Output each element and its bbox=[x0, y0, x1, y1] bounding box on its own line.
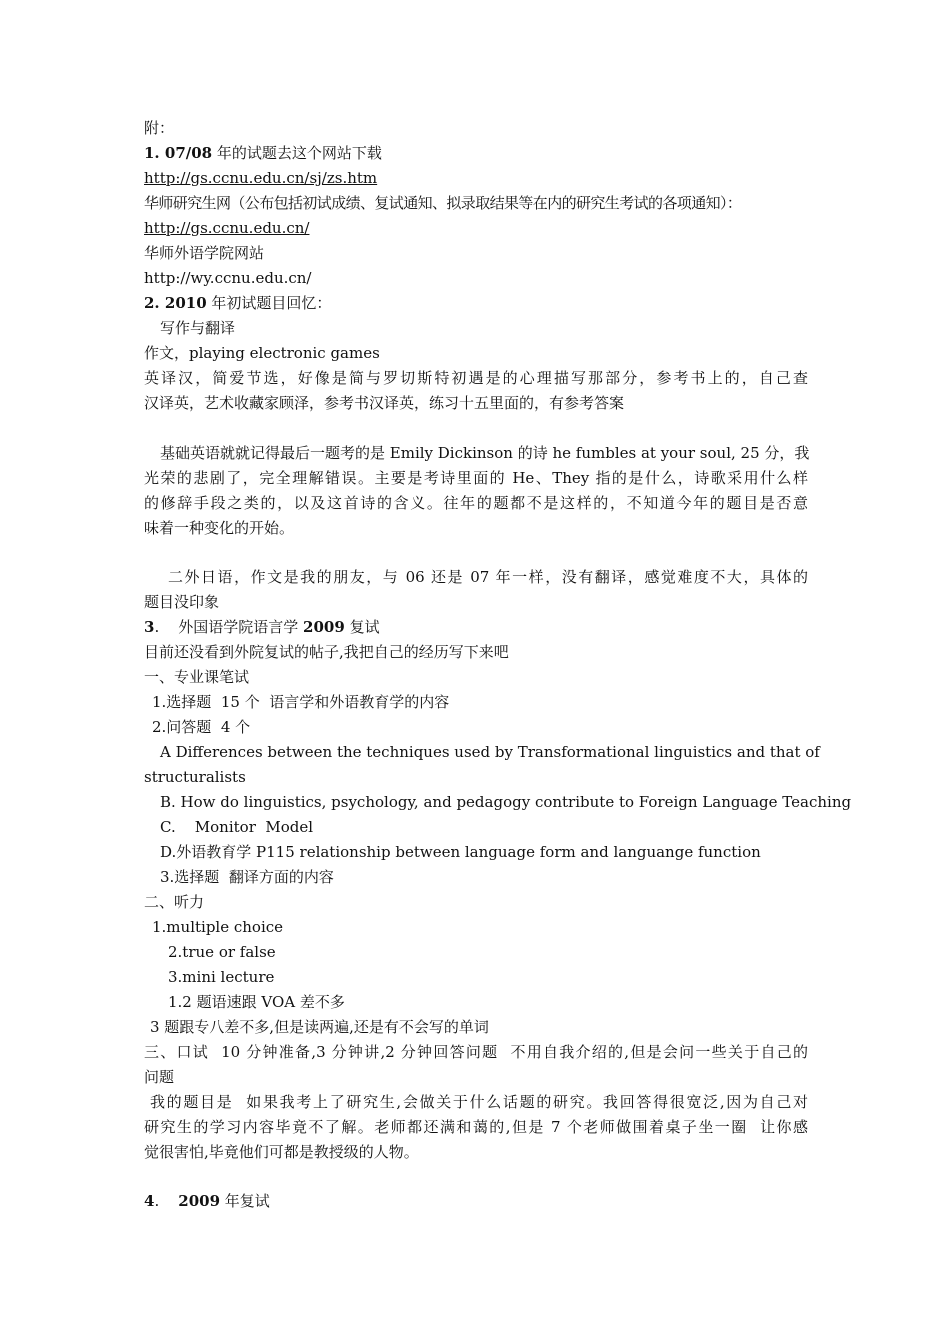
section-3-heading: 3. 外国语学院语言学 2009 复试 bbox=[144, 618, 380, 636]
basic-line-2: 光荣的悲剧了，完全理解错误。主要是考诗里面的 He、They 指的是什么，诗歌采用什么样 bbox=[144, 469, 808, 487]
basic-line-4: 味着一种变化的开始。 bbox=[144, 519, 295, 537]
section-2-heading bbox=[144, 293, 808, 313]
section-2-number: 2. 2010 bbox=[144, 294, 207, 312]
trans-line-1: 英译汉，简爱节选，好像是简与罗切斯特初遇是的心理描写那部分，参考书上的，自己查 bbox=[144, 369, 808, 387]
s3-heading-oral-1: 三、口试 10 分钟准备,3 分钟讲,2 分钟回答问题 不用自我介绍的,但是会问一些关于自己的 bbox=[144, 1043, 808, 1061]
s3-qb: B. How do linguistics, psychology, and pedagogy contribute to Foreign Language Teaching bbox=[160, 793, 852, 811]
section-4-heading: 4. 2009 年复试 bbox=[144, 1192, 270, 1210]
s3-q3: 3.选择题 翻译方面的内容 bbox=[160, 868, 334, 886]
section-3-number: 3 bbox=[144, 618, 155, 636]
s3-intro: 目前还没看到外院复试的帖子,我把自己的经历写下来吧 bbox=[144, 643, 509, 661]
writing-translation-sub: 写作与翻译 bbox=[160, 319, 236, 337]
wy-label: 华师外语学院网站 bbox=[144, 244, 265, 262]
section-2-text: 年初试题目回忆： bbox=[206, 294, 332, 312]
s3-l3: 3.mini lecture bbox=[168, 968, 275, 986]
link-wy-home[interactable]: http://wy.ccnu.edu.cn/ bbox=[144, 269, 312, 287]
s3-l5: 3 题跟专八差不多,但是读两遍,还是有不会写的单词 bbox=[150, 1018, 489, 1036]
s3-oral-line-1: 我的题目是 如果我考上了研究生,会做关于什么话题的研究。我回答得很宽泛,因为自己对 bbox=[150, 1093, 808, 1111]
second-lang-line-2: 题目没印象 bbox=[144, 593, 220, 611]
s3-q2: 2.问答题 4 个 bbox=[152, 718, 251, 736]
gs-note: 华师研究生网（公布包括初试成绩、复试通知、拟录取结果等在内的研究生考试的各项通知）： bbox=[144, 194, 742, 212]
second-lang-line-1: 二外日语，作文是我的朋友，与 06 还是 07 年一样，没有翻译，感觉难度不大，具体的 bbox=[168, 568, 808, 586]
section-4-number: 4 bbox=[144, 1192, 155, 1210]
s3-oral-line-2: 研究生的学习内容毕竟不了解。老师都还满和蔼的,但是 7 个老师做围着桌子坐一圈 让你感 bbox=[144, 1118, 808, 1136]
s3-l4: 1.2 题语速跟 VOA 差不多 bbox=[168, 993, 345, 1011]
section-1-number: 1. 07/08 bbox=[144, 144, 213, 162]
s3-oral-line-3: 觉很害怕,毕竟他们可都是教授级的人物。 bbox=[144, 1143, 419, 1161]
s3-heading-listening: 二、听力 bbox=[144, 893, 205, 911]
s3-qa-line-2: structuralists bbox=[144, 768, 246, 786]
s3-qd: D.外语教育学 P115 relationship between language form and languange function bbox=[160, 843, 761, 861]
s3-l2: 2.true or false bbox=[168, 943, 276, 961]
s3-heading-oral-2: 问题 bbox=[144, 1068, 175, 1086]
section-1-text: 年的试题去这个网站下载 bbox=[212, 144, 382, 162]
basic-line-1: 基础英语就就记得最后一题考的是 Emily Dickinson 的诗 he fumbles at your soul, 25 分，我 bbox=[160, 444, 810, 462]
s3-heading-written: 一、专业课笔试 bbox=[144, 668, 250, 686]
link-gs-sj-zs[interactable]: http://gs.ccnu.edu.cn/sj/zs.htm bbox=[144, 169, 378, 187]
essay-line: 作文，playing electronic games bbox=[144, 344, 380, 362]
appendix-title: 附： bbox=[144, 119, 175, 137]
s3-qa-line-1: A Differences between the techniques used by Transformational linguistics and that of bbox=[160, 743, 820, 761]
basic-line-3: 的修辞手段之类的，以及这首诗的含义。往年的题都不是这样的，不知道今年的题目是否意 bbox=[144, 494, 808, 512]
s3-qc: C. Monitor Model bbox=[160, 818, 314, 836]
link-gs-home[interactable]: http://gs.ccnu.edu.cn/ bbox=[144, 219, 310, 237]
s3-q1: 1.选择题 15 个 语言学和外语教育学的内容 bbox=[152, 693, 450, 711]
s3-l1: 1.multiple choice bbox=[152, 918, 284, 936]
section-1-heading bbox=[144, 143, 808, 163]
trans-line-2: 汉译英，艺术收藏家顾泽，参考书汉译英，练习十五里面的，有参考答案 bbox=[144, 394, 625, 412]
